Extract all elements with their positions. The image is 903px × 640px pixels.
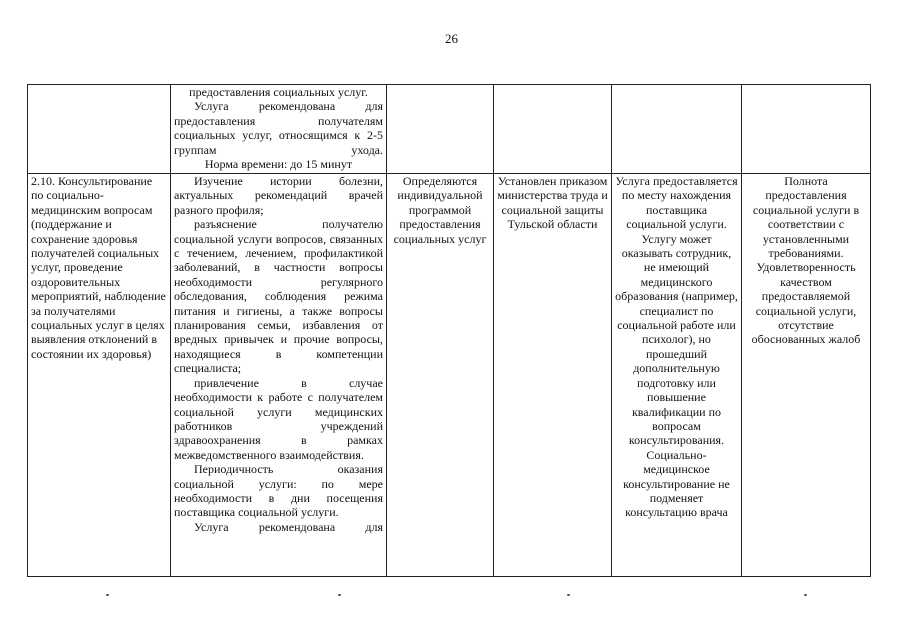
scan-dot (567, 594, 570, 596)
description-paragraph: Услуга рекомендована для (194, 519, 383, 534)
cell-service-volume (387, 174, 494, 577)
cell-description-continuation (171, 85, 387, 174)
cell-volume-empty (387, 85, 494, 174)
cell-price-empty (494, 85, 612, 174)
description-paragraph: предоставления социальных услуг. (189, 85, 368, 99)
scan-dot (338, 594, 341, 596)
service-price: Установлен приказом министерства труда и социальной защиты Тульской области (497, 174, 608, 232)
services-table (27, 84, 871, 577)
cell-quality-empty (742, 85, 871, 174)
service-quality: Полнота предоставления социальной услуги в соответствии с установленными требованиями. Удовлетворенность качеством предоставляемой социальной услуги, отсутствие обоснованных жалоб (751, 174, 861, 347)
time-norm: Норма времени: до 15 минут (204, 157, 353, 172)
service-conditions: Услуга предоставляется по месту нахождения поставщика социальной услуги. Услугу может оказывать сотрудник, не имеющий медицинского образования (например, специалист по социальной работе или психолог), но прошедший дополнительную подготовку или повышение квалификации по вопросам консультирования. Социально-медицинское консультирование не подменяет консультацию врача (615, 174, 738, 520)
description-paragraph: Услуга рекомендована для предоставления получателям социальных услуг, относящимся к 2-5 группам ухода. (174, 99, 383, 157)
description-paragraph: Изучение истории болезни, актуальных рекомендаций врачей разного профиля; (174, 174, 383, 217)
cell-name-empty (28, 85, 171, 174)
cell-service-description (171, 174, 387, 577)
scan-dot (804, 594, 807, 596)
scan-marks (0, 594, 903, 602)
cell-service-quality (742, 174, 871, 577)
cell-conditions-empty (612, 85, 742, 174)
cell-service-price (494, 174, 612, 577)
scan-dot (106, 594, 109, 596)
description-paragraph: привлечение в случае необходимости к работе с получателем социальной услуги медицинских работников учреждений здравоохранения в рамках межведомственного взаимодействия. (174, 375, 383, 462)
service-name: 2.10. Консультирование по социально-медицинским вопросам (поддержание и сохранение здоровья получателей социальных услуг, проведение оздоровительных мероприятий, наблюдение за получателями социальных услуг в целях выявления отклонений в состоянии их здоровья) (31, 174, 166, 361)
page-number: 26 (445, 31, 458, 46)
description-paragraph: разъяснение получателю социальной услуги вопросов, связанных с течением, лечением, профилактикой заболеваний, в частности вопросы необходимости регулярного обследования, соблюдения режима питания и гигиены, а также вопросы планирования семьи, избавления от вредных привычек и прочие вопросы, находящиеся в компетенции специалиста; (174, 217, 383, 376)
table-row-service-2-10 (28, 174, 871, 577)
table-row-continuation (28, 85, 871, 174)
service-volume: Определяются индивидуальной программой предоставления социальных услуг (393, 174, 487, 246)
cell-service-name (28, 174, 171, 577)
description-paragraph: Периодичность оказания социальной услуги: по мере необходимости в дни посещения поставщика социальной услуги. (174, 462, 383, 520)
cell-service-conditions (612, 174, 742, 577)
